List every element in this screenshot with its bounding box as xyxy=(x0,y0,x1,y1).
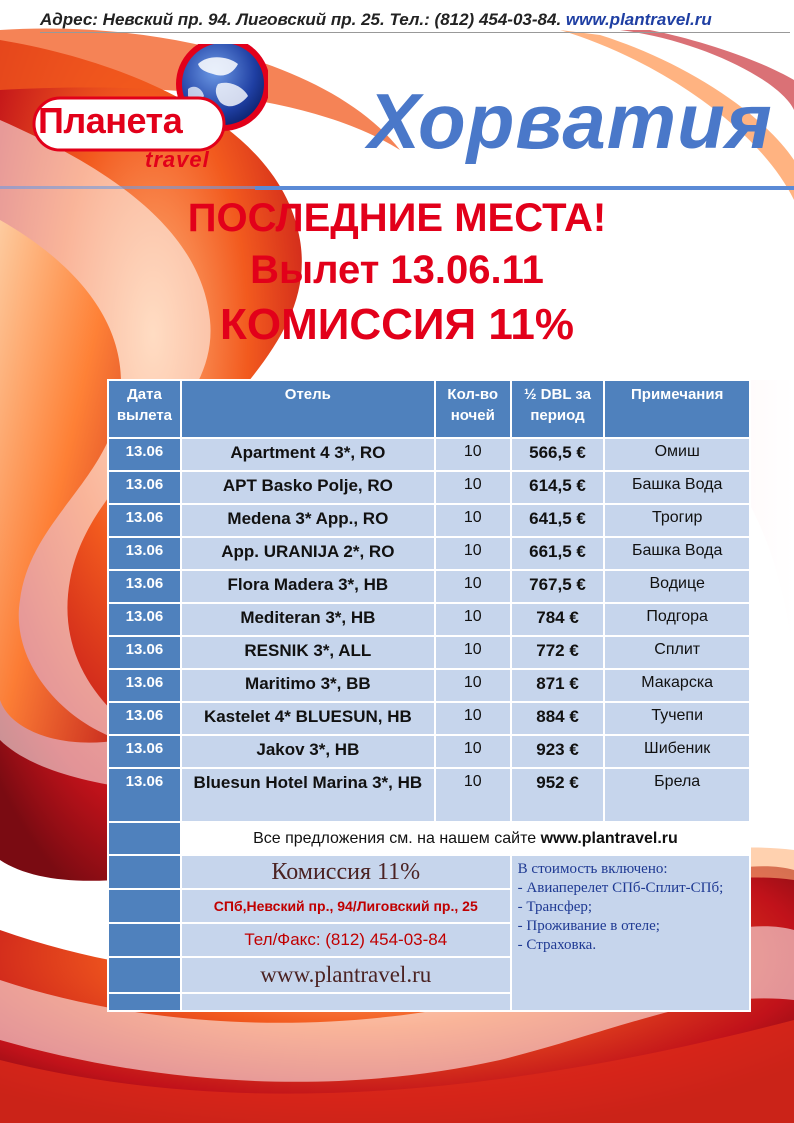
cell-note: Омиш xyxy=(604,438,750,471)
cell-nights: 10 xyxy=(435,504,511,537)
headline-commission: КОМИССИЯ 11% xyxy=(219,300,575,349)
blank-cell xyxy=(108,957,181,993)
table-row xyxy=(108,438,750,471)
blank-cell xyxy=(181,993,511,1011)
cell-hotel: Apartment 4 3*, RO xyxy=(181,438,435,471)
cell-nights: 10 xyxy=(435,669,511,702)
cell-hotel: APT Basko Polje, RO xyxy=(181,471,435,504)
cell-date: 13.06 xyxy=(108,735,181,768)
cell-price: 767,5 € xyxy=(511,570,605,603)
table-row xyxy=(108,570,750,603)
site-note xyxy=(181,822,750,855)
blank-cell xyxy=(108,889,181,923)
cell-note: Водице xyxy=(604,570,750,603)
cell-note: Башка Вода xyxy=(604,537,750,570)
cell-nights: 10 xyxy=(435,636,511,669)
cell-date: 13.06 xyxy=(108,570,181,603)
included-item: - Проживание в отеле; xyxy=(517,918,660,934)
table-row xyxy=(108,636,750,669)
included-item: - Трансфер; xyxy=(517,899,593,915)
cell-hotel: Kastelet 4* BLUESUN, HB xyxy=(181,702,435,735)
cell-nights: 10 xyxy=(435,768,511,822)
cell-date: 13.06 xyxy=(108,537,181,570)
cell-note: Трогир xyxy=(604,504,750,537)
cell-date: 13.06 xyxy=(108,603,181,636)
included-item: - Авиаперелет СПб-Сплит-СПб; xyxy=(517,880,724,896)
col-header-price: ½ DBL за период xyxy=(511,380,605,438)
table-row xyxy=(108,471,750,504)
cell-price: 871 € xyxy=(511,669,605,702)
table-row xyxy=(108,603,750,636)
cell-price: 772 € xyxy=(511,636,605,669)
cell-date: 13.06 xyxy=(108,669,181,702)
included-item: - Страховка. xyxy=(517,937,597,953)
cell-hotel: Maritimo 3*, BB xyxy=(181,669,435,702)
cell-price: 566,5 € xyxy=(511,438,605,471)
info-commission: Комиссия 11% xyxy=(181,855,511,889)
table-row xyxy=(108,702,750,735)
offers-table xyxy=(107,379,751,1012)
cell-note: Башка Вода xyxy=(604,471,750,504)
site-note-row xyxy=(108,822,750,855)
header-address-line xyxy=(40,10,788,30)
cell-hotel: Flora Madera 3*, HB xyxy=(181,570,435,603)
info-website[interactable]: www.plantravel.ru xyxy=(181,957,511,993)
site-note-prefix: Все предложения см. на нашем сайте xyxy=(253,829,537,847)
cell-nights: 10 xyxy=(435,702,511,735)
cell-nights: 10 xyxy=(435,570,511,603)
cell-note: Шибеник xyxy=(604,735,750,768)
table-row xyxy=(108,735,750,768)
table-row xyxy=(108,537,750,570)
col-header-note: Примечания xyxy=(604,380,750,438)
cell-note: Брела xyxy=(604,768,750,822)
title-underline xyxy=(255,186,794,190)
cell-date: 13.06 xyxy=(108,504,181,537)
blank-cell xyxy=(108,923,181,957)
included-title: В стоимость включено: xyxy=(517,861,668,877)
logo-brand-sub: travel xyxy=(145,147,210,172)
header-address-text: Адрес: Невский пр. 94. Лиговский пр. 25. Тел.: (812) 454-03-84. xyxy=(40,10,562,29)
blank-cell xyxy=(108,993,181,1011)
cell-note: Подгора xyxy=(604,603,750,636)
blank-cell xyxy=(108,855,181,889)
cell-note: Сплит xyxy=(604,636,750,669)
col-header-hotel: Отель xyxy=(181,380,435,438)
cell-note: Макарска xyxy=(604,669,750,702)
cell-hotel: RESNIK 3*, ALL xyxy=(181,636,435,669)
blank-cell xyxy=(108,822,181,855)
cell-hotel: Jakov 3*, HB xyxy=(181,735,435,768)
cell-hotel: App. URANIJA 2*, RO xyxy=(181,537,435,570)
table-row xyxy=(108,768,750,822)
included-services xyxy=(511,855,750,1011)
cell-nights: 10 xyxy=(435,438,511,471)
table-row xyxy=(108,504,750,537)
cell-price: 784 € xyxy=(511,603,605,636)
cell-nights: 10 xyxy=(435,735,511,768)
cell-price: 952 € xyxy=(511,768,605,822)
title-underline-left xyxy=(0,186,255,189)
cell-nights: 10 xyxy=(435,471,511,504)
country-title: Хорватия xyxy=(368,77,773,165)
cell-hotel: Bluesun Hotel Marina 3*, HB xyxy=(181,768,435,822)
cell-price: 614,5 € xyxy=(511,471,605,504)
cell-nights: 10 xyxy=(435,603,511,636)
cell-price: 923 € xyxy=(511,735,605,768)
header-website-link[interactable]: www.plantravel.ru xyxy=(565,10,712,29)
info-phone: Тел/Факс: (812) 454-03-84 xyxy=(181,923,511,957)
cell-hotel: Medena 3* App., RO xyxy=(181,504,435,537)
headline-last-places: ПОСЛЕДНИЕ МЕСТА! xyxy=(187,196,607,240)
col-header-nights: Кол-во ночей xyxy=(435,380,511,438)
site-note-link[interactable]: www.plantravel.ru xyxy=(540,829,678,847)
col-header-date: Дата вылета xyxy=(108,380,181,438)
cell-date: 13.06 xyxy=(108,768,181,822)
cell-price: 884 € xyxy=(511,702,605,735)
cell-date: 13.06 xyxy=(108,702,181,735)
cell-note: Тучепи xyxy=(604,702,750,735)
table-row xyxy=(108,669,750,702)
cell-price: 641,5 € xyxy=(511,504,605,537)
cell-date: 13.06 xyxy=(108,471,181,504)
cell-nights: 10 xyxy=(435,537,511,570)
table-header-row xyxy=(108,380,750,438)
info-address: СПб,Невский пр., 94/Лиговский пр., 25 xyxy=(181,889,511,923)
header-divider xyxy=(40,32,790,33)
headline-departure: Вылет 13.06.11 xyxy=(250,248,544,292)
cell-hotel: Mediteran 3*, HB xyxy=(181,603,435,636)
cell-price: 661,5 € xyxy=(511,537,605,570)
logo-brand-name: Планета xyxy=(38,100,183,141)
info-row xyxy=(108,855,750,889)
cell-date: 13.06 xyxy=(108,636,181,669)
cell-date: 13.06 xyxy=(108,438,181,471)
